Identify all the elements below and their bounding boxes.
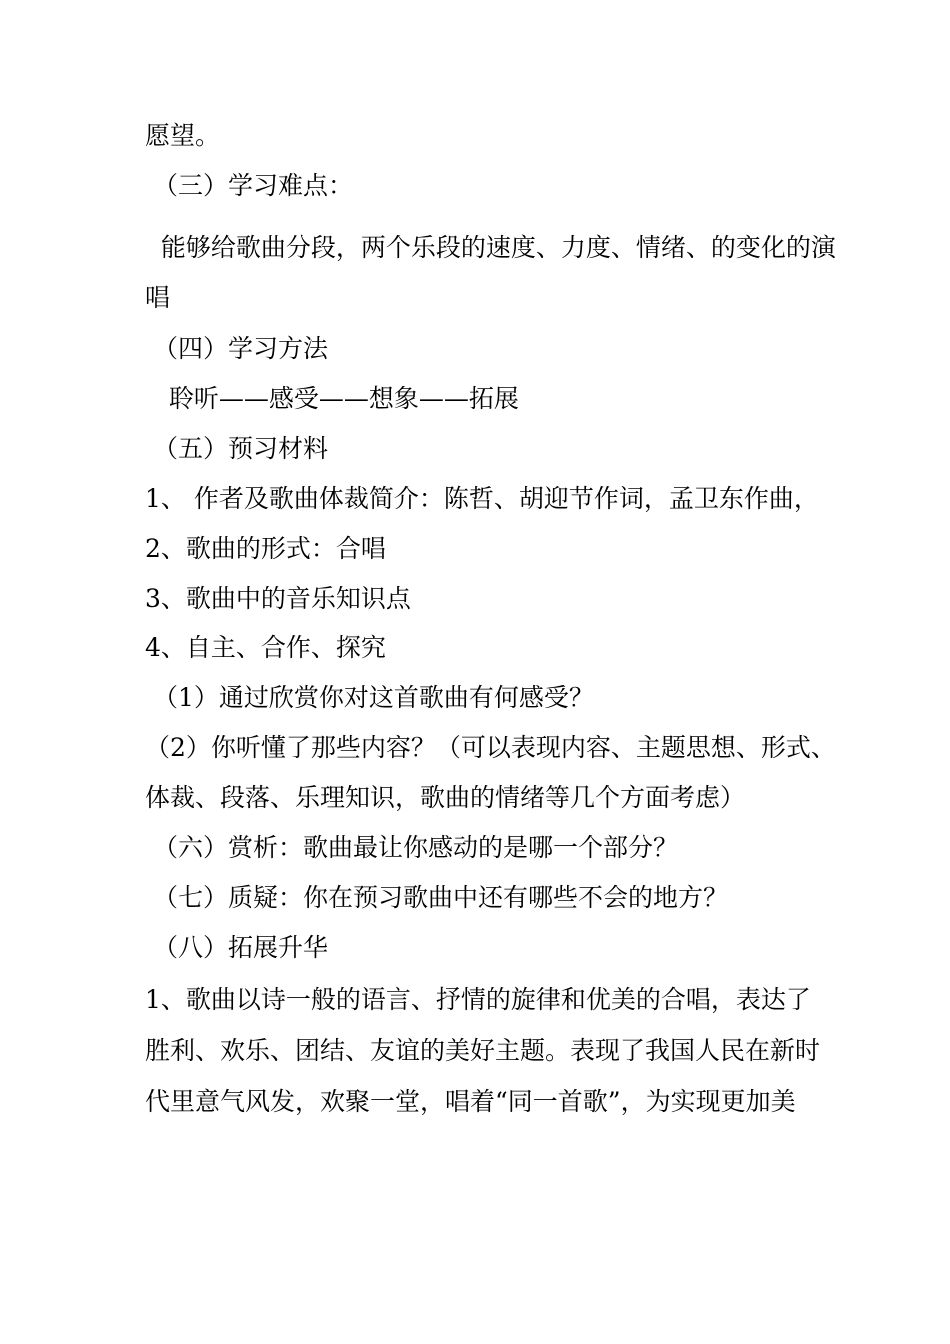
text-line: 唱 [145,283,171,312]
text-line: 代里意气风发，欢聚一堂，唱着“同一首歌”，为实现更加美 [145,1087,796,1116]
text-line: 1、歌曲以诗一般的语言、抒情的旋律和优美的合唱，表达了 [145,985,811,1014]
sub-list-item: （2）你听懂了那些内容？（可以表现内容、主题思想、形式、 [145,733,836,762]
sub-list-item: （1）通过欣赏你对这首歌曲有何感受？ [145,683,594,712]
section-heading-materials: （五）预习材料 [145,434,328,463]
list-item: 3、歌曲中的音乐知识点 [145,584,411,613]
section-heading-methods: （四）学习方法 [145,334,328,363]
list-item: 4、自主、合作、探究 [145,633,386,662]
text-line: 愿望。 [145,121,221,150]
section-heading-difficulties: （三）学习难点： [145,171,353,200]
list-item: 1、 作者及歌曲体裁简介：陈哲、胡迎节作词，孟卫东作曲， [145,484,819,513]
section-heading-appreciation: （六）赏析：歌曲最让你感动的是哪一个部分？ [145,833,678,862]
text-line: 能够给歌曲分段，两个乐段的速度、力度、情绪、的变化的演 [145,233,836,262]
list-item: 2、歌曲的形式：合唱 [145,534,386,563]
section-heading-questions: （七）质疑：你在预习歌曲中还有哪些不会的地方？ [145,883,728,912]
text-line: 胜利、欢乐、团结、友谊的美好主题。表现了我国人民在新时 [145,1036,821,1065]
section-heading-extension: （八）拓展升华 [145,933,328,962]
text-line: 聆听——感受——想象——拓展 [145,384,519,413]
text-line: 体裁、段落、乐理知识，歌曲的情绪等几个方面考虑） [145,783,746,812]
